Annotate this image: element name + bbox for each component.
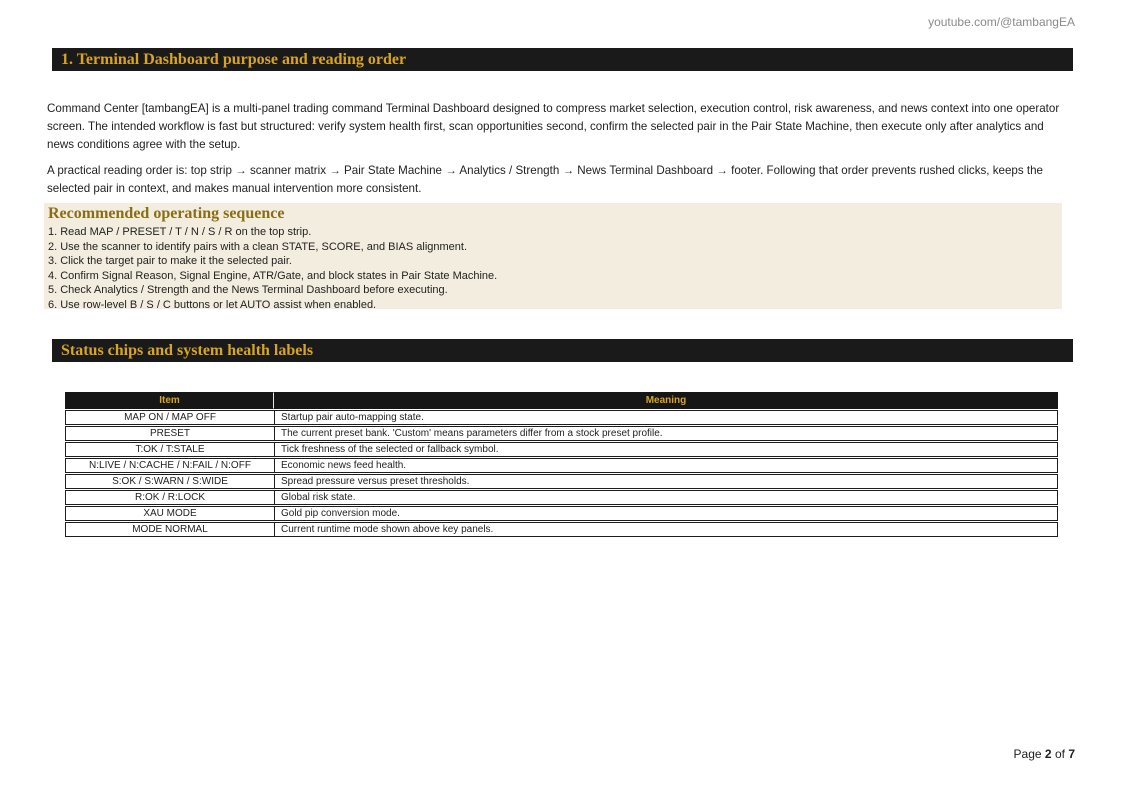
section-heading-purpose <box>52 48 1073 71</box>
item-cell: N:LIVE / N:CACHE / N:FAIL / N:OFF <box>65 458 274 473</box>
intro-paragraph-1: Command Center [tambangEA] is a multi-panel trading command Terminal Dashboard designed to compress market selection, execution control, risk awareness, and news context into one operator screen. The intended workflow is fast but structured: verify system health first, scan opportunities second, confirm the selected pair in the Pair State Machine, then execute only after analytics and news conditions agree with the setup. <box>47 102 1060 151</box>
meaning-cell: Startup pair auto-mapping state. <box>274 410 1058 425</box>
table-row <box>65 490 1058 505</box>
meaning-cell: Gold pip conversion mode. <box>274 506 1058 521</box>
section-heading-status-chips-label: Status chips and system health labels <box>61 342 314 359</box>
item-cell: XAU MODE <box>65 506 274 521</box>
callout-steps <box>48 225 1054 312</box>
meaning-cell: Current runtime mode shown above key panels. <box>274 522 1058 537</box>
of-label: of <box>1054 747 1065 761</box>
item-cell: T:OK / T:STALE <box>65 442 274 457</box>
callout-step-4: 4. Confirm Signal Reason, Signal Engine, ATR/Gate, and block states in Pair State Machine. <box>48 269 498 282</box>
item-cell: S:OK / S:WARN / S:WIDE <box>65 474 274 489</box>
section-heading-status-chips <box>52 339 1073 362</box>
page-label: Page <box>1013 747 1042 761</box>
page-current: 2 <box>1044 747 1052 761</box>
column-header-meaning: Meaning <box>274 392 1058 409</box>
table-row <box>65 442 1058 457</box>
page-number <box>1014 747 1075 761</box>
table-row <box>65 458 1058 473</box>
callout-step-6: 6. Use row-level B / S / C buttons or let AUTO assist when enabled. <box>48 298 377 311</box>
meaning-cell: Tick freshness of the selected or fallback symbol. <box>274 442 1058 457</box>
meaning-cell: Spread pressure versus preset thresholds. <box>274 474 1058 489</box>
table-row <box>65 410 1058 425</box>
table-row <box>65 474 1058 489</box>
table-row <box>65 506 1058 521</box>
status-chips-table <box>65 391 1058 538</box>
table-header-row <box>65 392 1058 409</box>
callout-title: Recommended operating sequence <box>48 205 285 222</box>
item-cell: MODE NORMAL <box>65 522 274 537</box>
item-cell: R:OK / R:LOCK <box>65 490 274 505</box>
item-cell: PRESET <box>65 426 274 441</box>
section-heading-purpose-label: 1. Terminal Dashboard purpose and reading order <box>61 51 407 68</box>
meaning-cell: Economic news feed health. <box>274 458 1058 473</box>
meaning-cell: Global risk state. <box>274 490 1058 505</box>
column-header-item: Item <box>65 392 274 409</box>
table-row <box>65 426 1058 441</box>
callout-step-3: 3. Click the target pair to make it the selected pair. <box>48 255 292 267</box>
callout-step-5: 5. Check Analytics / Strength and the News Terminal Dashboard before executing. <box>48 284 448 296</box>
operating-sequence-callout <box>44 203 1062 309</box>
table-row <box>65 522 1058 537</box>
page-total: 7 <box>1068 747 1075 761</box>
youtube-channel-link[interactable]: youtube.com/@tambangEA <box>928 15 1075 29</box>
callout-step-1: 1. Read MAP / PRESET / T / N / S / R on the top strip. <box>48 226 312 238</box>
meaning-cell: The current preset bank. 'Custom' means parameters differ from a stock preset profile. <box>274 426 1058 441</box>
intro-copy <box>47 100 1070 206</box>
intro-paragraph-2: A practical reading order is: top strip → scanner matrix → Pair State Machine → Analytics / Strength → News Terminal Dashboard → footer. Following that order prevents rushed clicks, keeps the selected pair in context, and makes manual intervention more consistent. <box>47 164 1044 195</box>
item-cell: MAP ON / MAP OFF <box>65 410 274 425</box>
callout-step-2: 2. Use the scanner to identify pairs with a clean STATE, SCORE, and BIAS alignment. <box>48 240 468 253</box>
